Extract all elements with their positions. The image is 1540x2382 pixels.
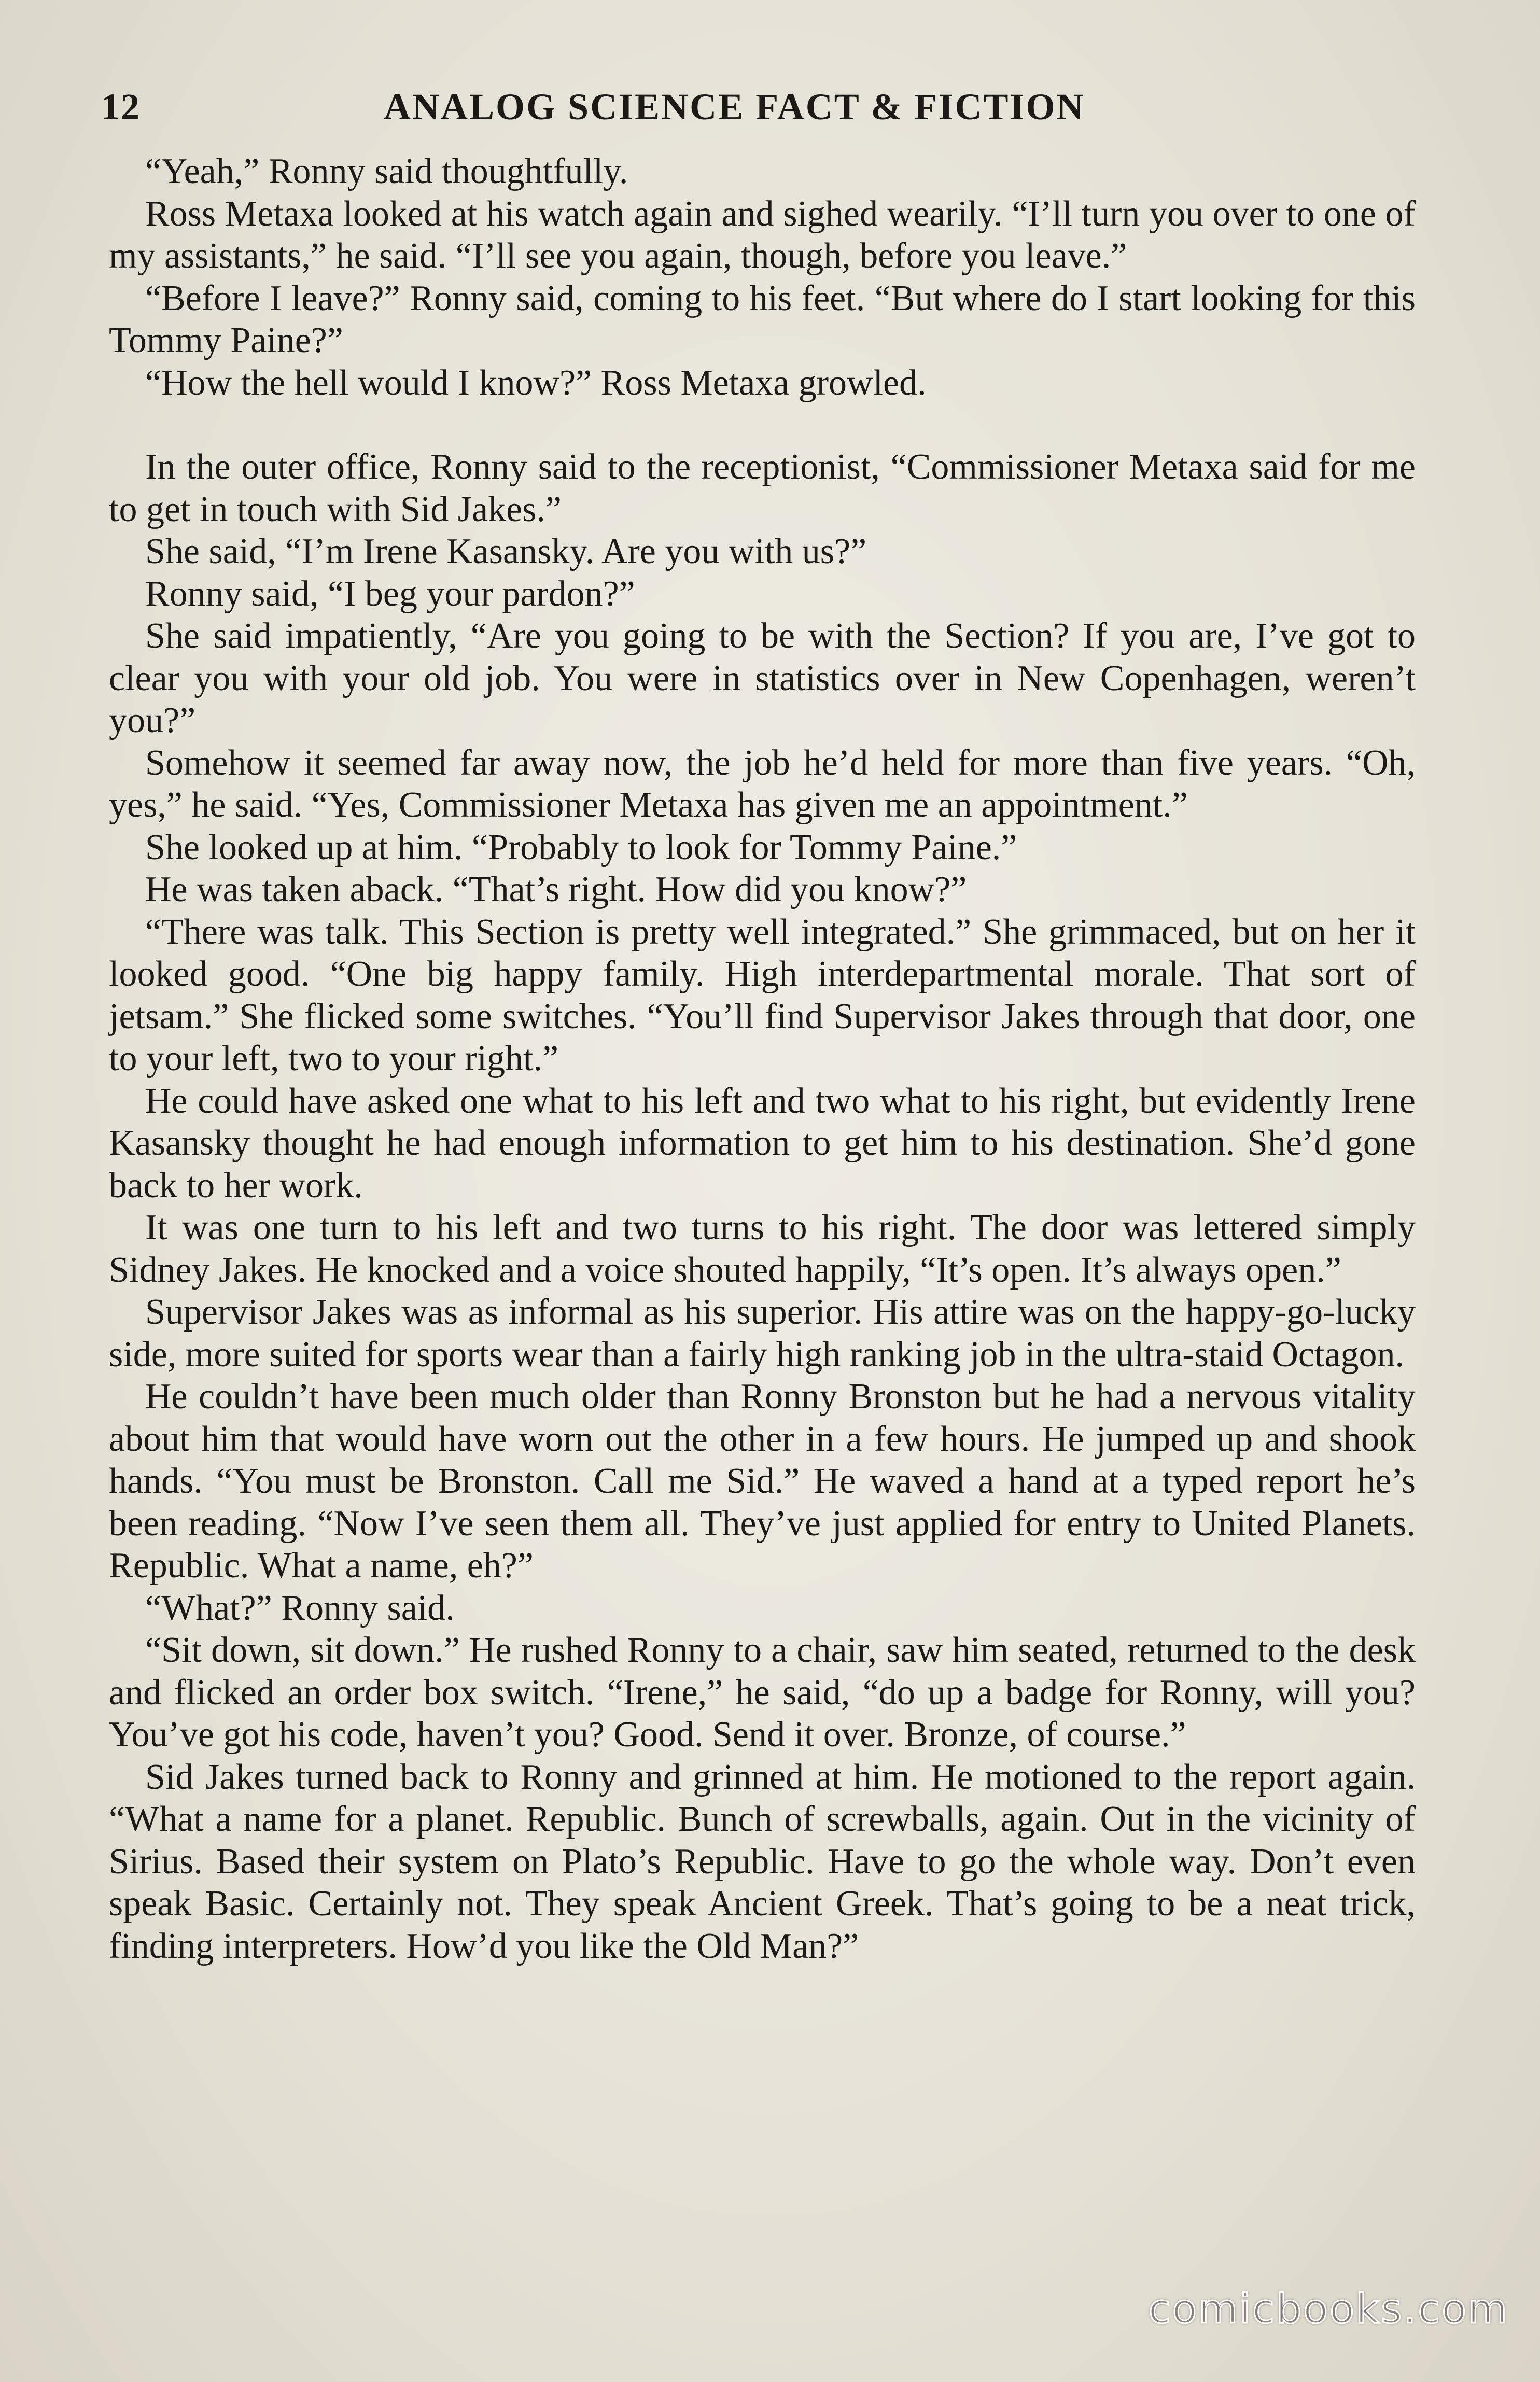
paragraph: He was taken aback. “That’s right. How did you know?”	[145, 870, 967, 909]
paragraph: Sid Jakes turned back to Ronny and grinned at him. He motioned to the report again. “What a name for a planet. Republic. Bunch of screwballs, again. Out in the vicinity of Sirius. Based their system on Plato’s Republic. Have to go the whole way. Don’t even speak Basic. Certainly not. They speak Ancient Greek. That’s going to be a neat trick, finding interpreters. How’d you like the Old Man?”	[109, 1757, 1416, 1966]
paragraph: She said impatiently, “Are you going to be with the Section? If you are, I’ve got to clear you with your old job. You were in statistics over in New Copenhagen, weren’t you?”	[109, 616, 1416, 740]
paragraph: He couldn’t have been much older than Ronny Bronston but he had a nervous vitality about him that would have worn out the other in a few hours. He jumped up and shook hands. “You must be Bronston. Call me Sid.” He waved a hand at a typed report he’s been reading. “Now I’ve seen them all. They’ve just applied for entry to United Planets. Republic. What a name, eh?”	[109, 1377, 1416, 1586]
paragraph: She looked up at him. “Probably to look for Tommy Paine.”	[145, 827, 1017, 867]
paragraph: She said, “I’m Irene Kasansky. Are you with us?”	[145, 531, 867, 571]
page-header	[101, 86, 1439, 143]
running-title: ANALOG SCIENCE FACT & FICTION	[384, 86, 1085, 128]
paragraph: “There was talk. This Section is pretty well integrated.” She grimmaced, but on her it looked good. “One big happy family. High interdepartmental morale. That sort of jetsam.” She flicked some switches. “You’ll find Supervisor Jakes through that door, one to your left, two to your right.”	[109, 912, 1416, 1078]
paragraph: “Before I leave?” Ronny said, coming to his feet. “But where do I start looking for this Tommy Paine?”	[109, 278, 1416, 360]
paragraph: Somehow it seemed far away now, the job he’d held for more than five years. “Oh, yes,” he said. “Yes, Commissioner Metaxa has given me an appointment.”	[109, 742, 1416, 825]
paragraph: Ronny said, “I beg your pardon?”	[145, 573, 635, 614]
watermark: comicbooks.com	[1148, 2286, 1509, 2333]
paragraph: Ross Metaxa looked at his watch again and sighed wearily. “I’ll turn you over to one of my assistants,” he said. “I’ll see you again, though, before you leave.”	[109, 193, 1416, 276]
paragraph: “How the hell would I know?” Ross Metaxa growled.	[145, 362, 927, 403]
paragraph: Supervisor Jakes was as informal as his superior. His attire was on the happy-go-lucky side, more suited for sports wear than a fairly high ranking job in the ultra-staid Octagon.	[109, 1292, 1416, 1375]
paragraph: In the outer office, Ronny said to the receptionist, “Commissioner Metaxa said for me to get in touch with Sid Jakes.”	[109, 447, 1416, 529]
body-text	[109, 150, 1416, 1967]
paragraph: He could have asked one what to his left and two what to his right, but evidently Irene Kasansky thought he had enough information to get him to his destination. She’d gone back to her work.	[109, 1081, 1416, 1206]
paragraph: “Yeah,” Ronny said thoughtfully.	[145, 151, 628, 191]
paragraph: “What?” Ronny said.	[145, 1588, 455, 1628]
page-number: 12	[101, 86, 141, 128]
paragraph: It was one turn to his left and two turns to his right. The door was lettered simply Sidney Jakes. He knocked and a voice shouted happily, “It’s open. It’s always open.”	[109, 1208, 1416, 1290]
paragraph: “Sit down, sit down.” He rushed Ronny to a chair, saw him seated, returned to the desk and flicked an order box switch. “Irene,” he said, “do up a badge for Ronny, will you? You’ve got his code, haven’t you? Good. Send it over. Bronze, of course.”	[109, 1630, 1416, 1755]
section-break	[109, 404, 1416, 446]
